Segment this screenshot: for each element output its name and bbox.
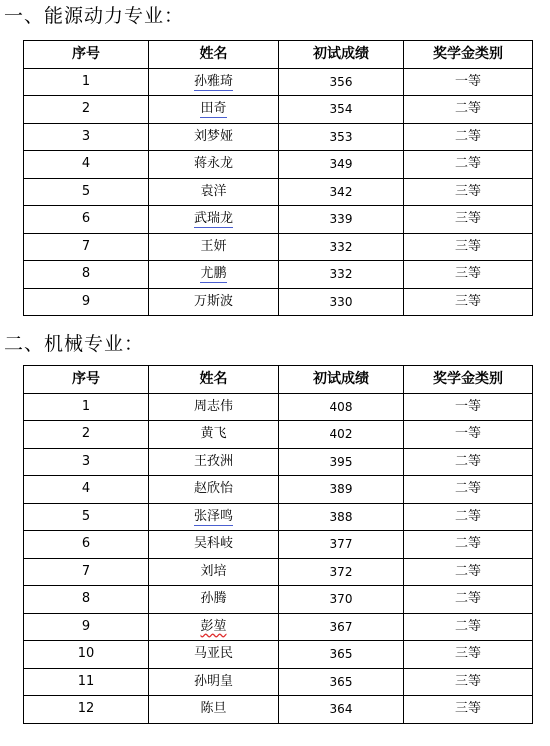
exam-score-cell: 349 [279,151,404,179]
column-header-score: 初试成绩 [279,41,404,69]
exam-score-cell: 408 [279,393,404,421]
table-row [24,668,533,696]
exam-score-cell: 339 [279,206,404,234]
student-name-cell [149,206,279,234]
scholarship-level-cell: 二等 [404,503,533,531]
column-header-no: 序号 [24,366,149,394]
table-row [24,288,533,316]
table-row [24,233,533,261]
row-number-cell: 2 [24,96,149,124]
student-name-cell [149,696,279,724]
section-heading-mechanical: 二、机械专业： [4,333,145,355]
scholarship-level-cell: 二等 [404,586,533,614]
row-number-cell: 6 [24,206,149,234]
row-number-cell: 8 [24,586,149,614]
row-number-cell: 3 [24,123,149,151]
exam-score-cell: 389 [279,476,404,504]
row-number-cell: 10 [24,641,149,669]
student-name-cell [149,613,279,641]
student-name-cell [149,476,279,504]
section-heading-energy-power: 一、能源动力专业： [4,5,185,27]
table-header-row [24,41,533,69]
student-name-cell [149,288,279,316]
scholarship-level-cell: 二等 [404,531,533,559]
student-name-text: 田奇 [200,101,227,117]
scholarship-level-cell: 三等 [404,261,533,289]
column-header-award: 奖学金类别 [404,366,533,394]
table-row [24,586,533,614]
exam-score-cell: 332 [279,233,404,261]
table-row [24,503,533,531]
student-name-text: 袁洋 [200,183,227,199]
table-row [24,151,533,179]
student-name-text: 武瑞龙 [193,211,233,227]
exam-score-cell: 388 [279,503,404,531]
row-number-cell: 7 [24,233,149,261]
table-row [24,123,533,151]
scholarship-level-cell: 二等 [404,448,533,476]
exam-score-cell: 370 [279,586,404,614]
student-name-text: 王孜洲 [193,453,233,469]
row-number-cell: 12 [24,696,149,724]
scholarship-level-cell: 三等 [404,233,533,261]
exam-score-cell: 367 [279,613,404,641]
row-number-cell: 1 [24,393,149,421]
scholarship-level-cell: 二等 [404,96,533,124]
exam-score-cell: 332 [279,261,404,289]
table-row [24,641,533,669]
table-row [24,261,533,289]
table-row [24,531,533,559]
row-number-cell: 1 [24,68,149,96]
row-number-cell: 6 [24,531,149,559]
student-name-cell [149,123,279,151]
table-row [24,558,533,586]
row-number-cell: 4 [24,476,149,504]
table-row [24,448,533,476]
scholarship-level-cell: 三等 [404,288,533,316]
student-name-cell [149,393,279,421]
table-row [24,68,533,96]
row-number-cell: 8 [24,261,149,289]
scholarship-level-cell: 三等 [404,206,533,234]
student-name-text: 孙雅琦 [193,73,233,89]
student-name-text: 尤鹏 [200,266,227,282]
scholarship-level-cell: 二等 [404,151,533,179]
row-number-cell: 7 [24,558,149,586]
row-number-cell: 9 [24,613,149,641]
table-row [24,613,533,641]
student-name-text: 刘培 [200,563,227,579]
table-header-row [24,366,533,394]
exam-score-cell: 364 [279,696,404,724]
exam-score-cell: 377 [279,531,404,559]
student-name-cell [149,668,279,696]
student-name-cell [149,503,279,531]
student-name-cell [149,178,279,206]
table-row [24,96,533,124]
student-name-cell [149,233,279,261]
student-name-text: 黄飞 [200,426,227,442]
row-number-cell: 2 [24,421,149,449]
student-name-cell [149,531,279,559]
student-name-cell [149,558,279,586]
table-row [24,206,533,234]
table-row [24,393,533,421]
student-name-text: 刘梦娅 [193,128,233,144]
scholarship-level-cell: 二等 [404,558,533,586]
scholarship-level-cell: 二等 [404,476,533,504]
exam-score-cell: 372 [279,558,404,586]
scholarship-level-cell: 三等 [404,696,533,724]
student-name-text: 赵欣怡 [193,481,233,497]
column-header-name: 姓名 [149,366,279,394]
row-number-cell: 4 [24,151,149,179]
scholarship-level-cell: 一等 [404,421,533,449]
table-row [24,421,533,449]
scholarship-table-mechanical [23,365,533,724]
student-name-cell [149,641,279,669]
column-header-no: 序号 [24,41,149,69]
column-header-award: 奖学金类别 [404,41,533,69]
scholarship-level-cell: 二等 [404,613,533,641]
student-name-text: 万斯波 [193,293,233,309]
exam-score-cell: 402 [279,421,404,449]
student-name-text: 孙腾 [200,591,227,607]
student-name-text: 彭堃 [200,618,227,634]
exam-score-cell: 365 [279,668,404,696]
exam-score-cell: 356 [279,68,404,96]
student-name-cell [149,151,279,179]
student-name-text: 孙明皇 [193,673,233,689]
row-number-cell: 11 [24,668,149,696]
student-name-text: 马亚民 [193,646,233,662]
row-number-cell: 5 [24,503,149,531]
student-name-cell [149,68,279,96]
scholarship-table-energy-power [23,40,533,316]
exam-score-cell: 342 [279,178,404,206]
exam-score-cell: 353 [279,123,404,151]
exam-score-cell: 354 [279,96,404,124]
student-name-text: 陈旦 [200,701,227,717]
row-number-cell: 9 [24,288,149,316]
scholarship-level-cell: 一等 [404,393,533,421]
student-name-cell [149,261,279,289]
column-header-score: 初试成绩 [279,366,404,394]
table-row [24,178,533,206]
exam-score-cell: 395 [279,448,404,476]
scholarship-level-cell: 一等 [404,68,533,96]
student-name-text: 张泽鸣 [193,508,233,524]
column-header-name: 姓名 [149,41,279,69]
scholarship-level-cell: 三等 [404,668,533,696]
student-name-cell [149,586,279,614]
student-name-cell [149,421,279,449]
student-name-cell [149,96,279,124]
row-number-cell: 3 [24,448,149,476]
student-name-text: 吴科岐 [193,536,233,552]
student-name-text: 蒋永龙 [193,156,233,172]
scholarship-level-cell: 三等 [404,641,533,669]
exam-score-cell: 330 [279,288,404,316]
exam-score-cell: 365 [279,641,404,669]
student-name-cell [149,448,279,476]
student-name-text: 王妍 [200,238,227,254]
table-row [24,476,533,504]
scholarship-level-cell: 二等 [404,123,533,151]
row-number-cell: 5 [24,178,149,206]
scholarship-level-cell: 三等 [404,178,533,206]
table-row [24,696,533,724]
student-name-text: 周志伟 [193,398,233,414]
